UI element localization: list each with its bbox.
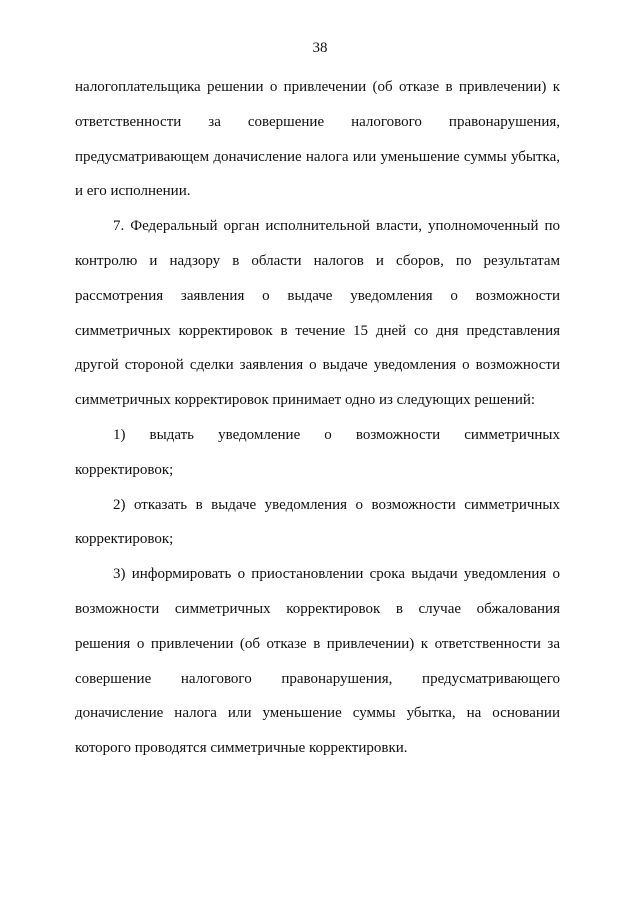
text-line: 1) выдать уведомление о возможности симметричных — [113, 426, 560, 443]
text-line: 7. Федеральный орган исполнительной власти, уполномоченный по — [113, 218, 560, 235]
text-line: ответственности за совершение налогового правонарушения, — [75, 113, 560, 130]
document-body — [75, 77, 560, 773]
text-line: симметричных корректировок принимает одно из следующих решений: — [75, 392, 536, 409]
paragraph-item-7 — [75, 216, 560, 425]
text-line: доначисление налога или уменьшение суммы убытка, на основании — [75, 705, 560, 722]
text-line: контролю и надзору в области налогов и сборов, по результатам — [75, 252, 560, 269]
text-line: 3) информировать о приостановлении срока выдачи уведомления о — [113, 566, 560, 583]
text-line: решения о привлечении (об отказе в привлечении) к ответственности за — [75, 635, 560, 652]
text-line: и его исполнении. — [75, 183, 191, 200]
text-line: корректировок; — [75, 531, 174, 548]
paragraph-continuation — [75, 77, 560, 216]
text-line: предусматривающем доначисление налога или уменьшение суммы убытка, — [75, 148, 560, 165]
text-line: совершение налогового правонарушения, предусматривающего — [75, 670, 560, 687]
text-line: симметричных корректировок в течение 15 дней со дня представления — [75, 322, 560, 339]
paragraph-subitem-2 — [75, 495, 560, 565]
text-line: возможности симметричных корректировок в случае обжалования — [75, 600, 560, 617]
text-line: 2) отказать в выдаче уведомления о возможности симметричных — [113, 496, 560, 513]
text-line: другой стороной сделки заявления о выдаче уведомления о возможности — [75, 357, 560, 374]
text-line: которого проводятся симметричные корректировки. — [75, 740, 408, 757]
text-line: рассмотрения заявления о выдаче уведомления о возможности — [75, 287, 560, 304]
text-line: налогоплательщика решении о привлечении (об отказе в привлечении) к — [75, 79, 560, 95]
paragraph-subitem-3 — [75, 564, 560, 773]
paragraph-subitem-1 — [75, 425, 560, 495]
text-line: корректировок; — [75, 461, 174, 478]
page-number: 38 — [312, 40, 328, 56]
